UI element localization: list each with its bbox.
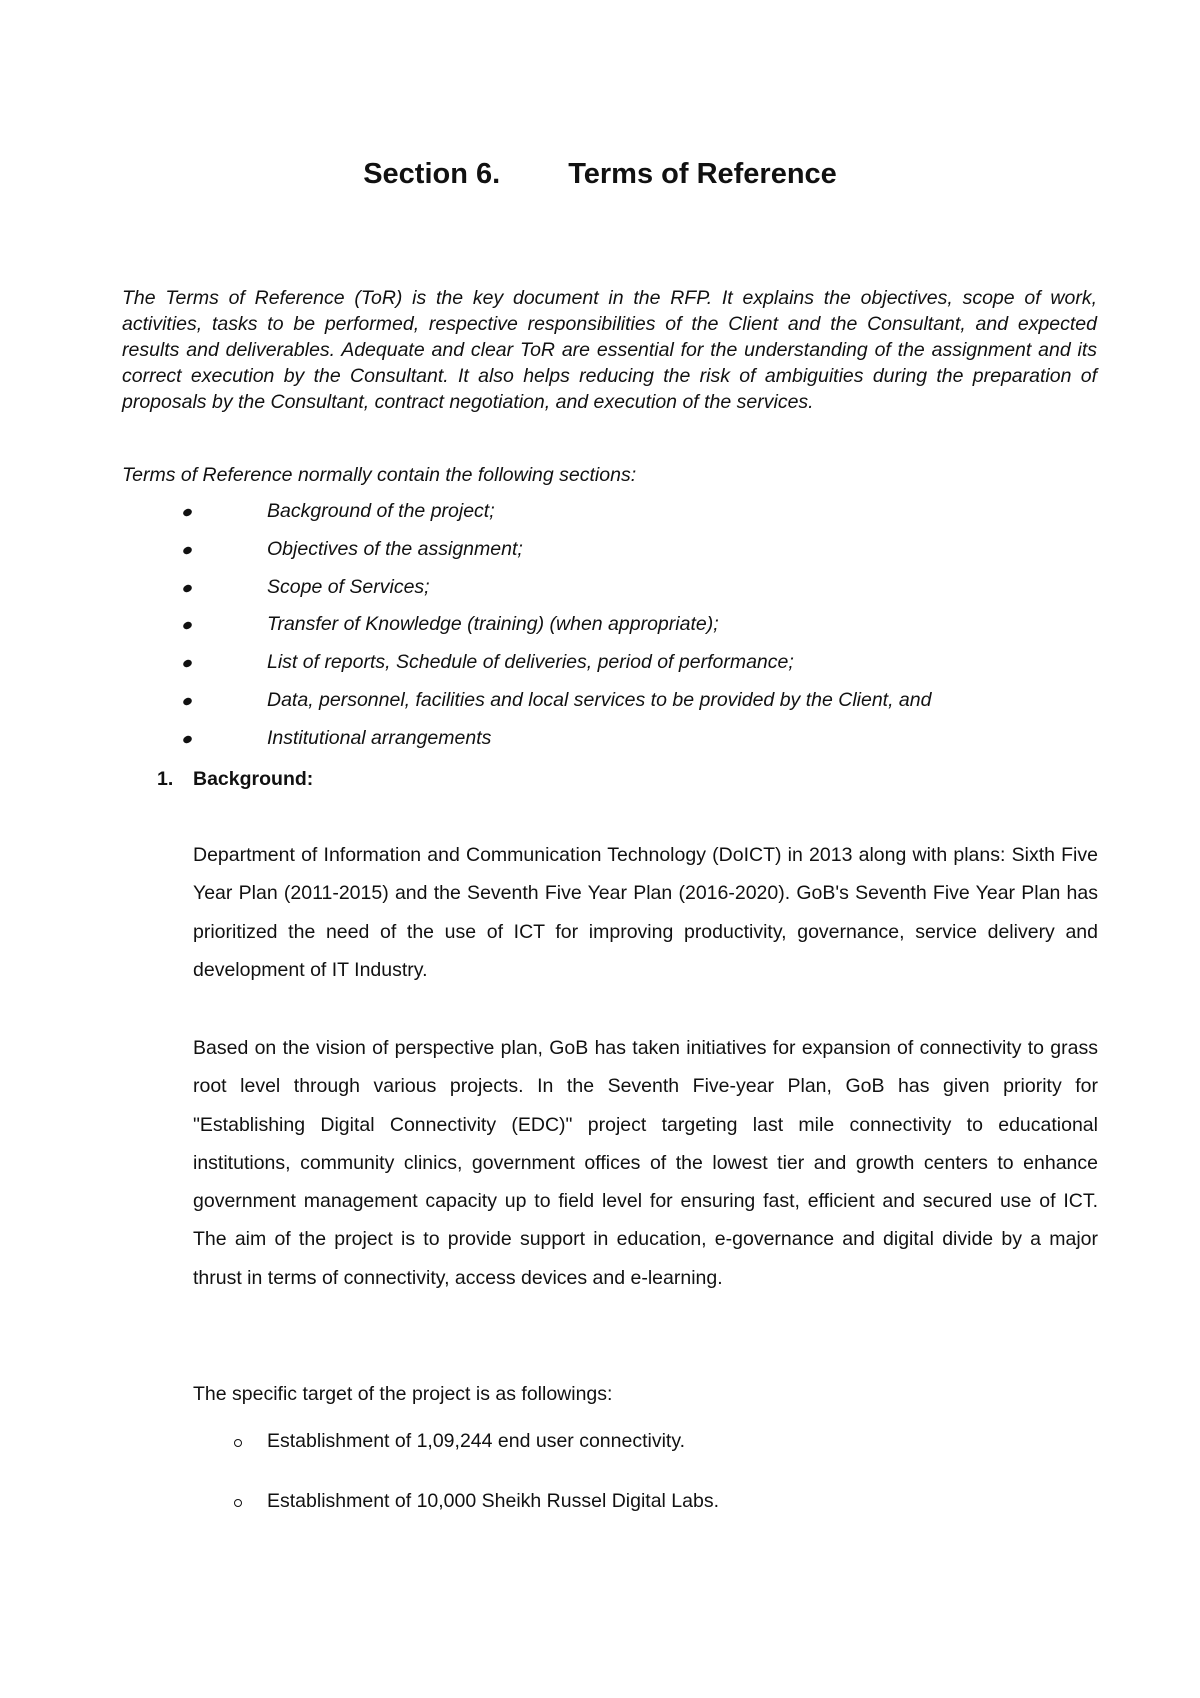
list-item-text: Objectives of the assignment; (267, 537, 523, 560)
bullet-icon (182, 659, 193, 669)
list-item-text: Scope of Services; (267, 575, 430, 598)
intro-paragraph: The Terms of Reference (ToR) is the key document in the RFP. It explains the objectives, scope of work, activities, tasks to be performed, respective responsibilities of the Client and the Consultant, and expected results and deliverables. Adequate and clear ToR are essential for the understanding of the assignment and its correct execution by the Consultant. It also helps reducing the risk of ambiguities during the preparation of proposals by the Consultant, contract negotiation, and execution of the services. (122, 287, 1097, 413)
bullet-icon (182, 621, 193, 631)
background-heading (157, 768, 313, 791)
bullet-icon (182, 583, 193, 593)
background-paragraph-1: Department of Information and Communication Technology (DoICT) in 2013 along with plans: Sixth Five Year Plan (2011-2015) and the Seventh Five Year Plan (2016-2020). GoB's Seventh Five Year Plan has prioritized the need of the use of ICT for improving productivity, governance, service delivery and development of IT Industry. (193, 844, 1098, 981)
circle-bullet-icon (234, 1439, 242, 1447)
section-title: Terms of Reference (568, 158, 837, 190)
page-title (0, 158, 1200, 191)
bullet-icon (182, 734, 193, 744)
circle-bullet-icon (234, 1499, 242, 1507)
bullet-icon (182, 696, 193, 706)
list-item-text: Background of the project; (267, 500, 495, 522)
list-item-text: List of reports, Schedule of deliveries, period of performance; (267, 651, 794, 674)
list-item-text: Institutional arrangements (267, 726, 492, 749)
list-item-text: Establishment of 10,000 Sheikh Russel Digital Labs. (267, 1490, 720, 1512)
targets-lead-text: The specific target of the project is as followings: (193, 1383, 613, 1405)
list-item-text: Establishment of 1,09,244 end user connectivity. (267, 1430, 686, 1452)
bullet-icon (182, 507, 193, 517)
list-item-text: Transfer of Knowledge (training) (when appropriate); (267, 613, 719, 636)
sections-lead-text: Terms of Reference normally contain the following sections: (122, 464, 637, 486)
heading-number: 1. (157, 768, 174, 790)
heading-text: Background: (193, 768, 314, 790)
section-number: Section 6. (363, 158, 501, 190)
bullet-icon (182, 545, 193, 555)
list-item-text: Data, personnel, facilities and local services to be provided by the Client, and (267, 688, 932, 711)
background-paragraph-2: Based on the vision of perspective plan, GoB has taken initiatives for expansion of connectivity to grass root level through various projects. In the Seventh Five-year Plan, GoB has given priority for "Establishing Digital Connectivity (EDC)" project targeting last mile connectivity to educational institutions, community clinics, government offices of the lowest tier and growth centers to enhance government management capacity up to field level for ensuring fast, efficient and secured use of ICT. The aim of the project is to provide support in education, e-governance and digital divide by a major thrust in terms of connectivity, access devices and e-learning. (193, 1037, 1098, 1289)
